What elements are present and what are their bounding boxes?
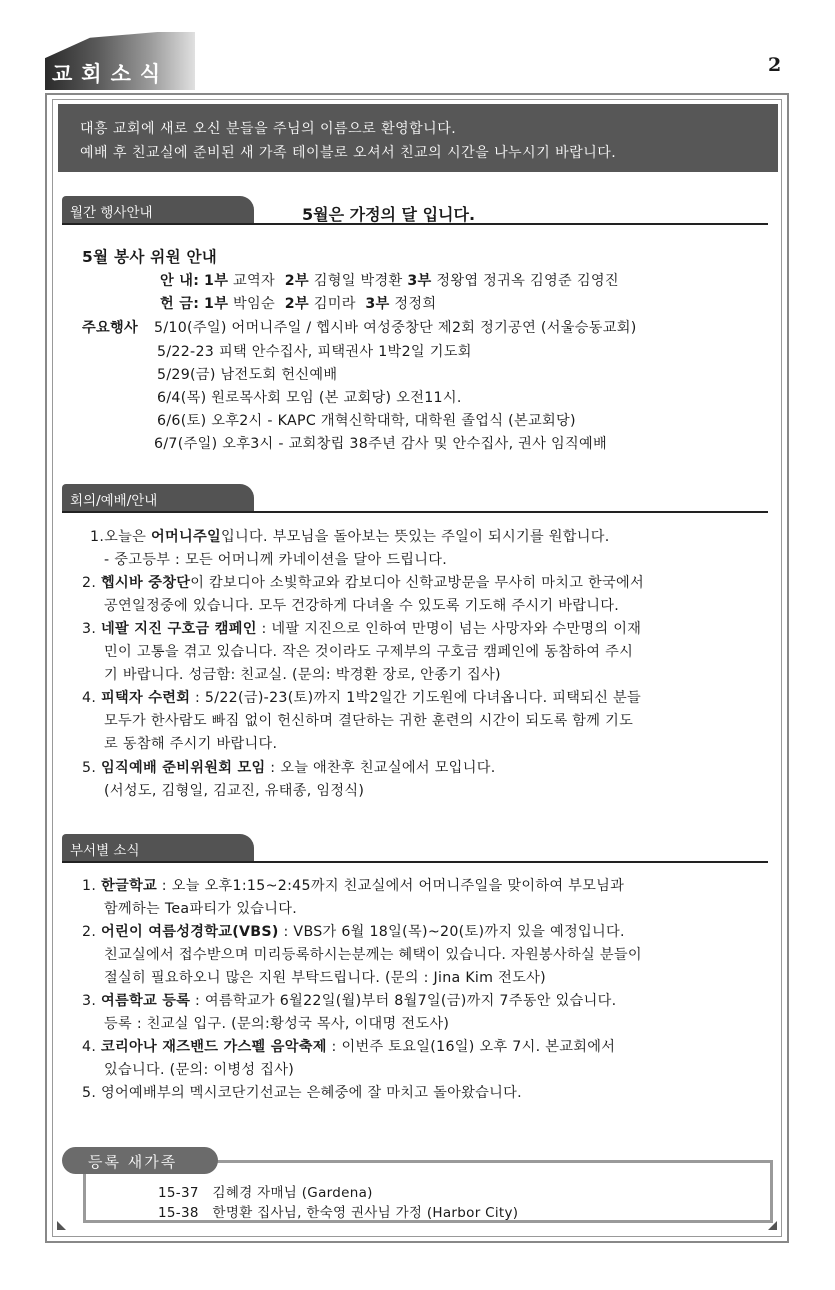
dept-item-2 bbox=[82, 921, 625, 941]
usher-p3-label: 3부 bbox=[407, 273, 432, 289]
dept-item-3-line-2: 등록 : 친교실 입구. (문의:황성국 목사, 이대명 전도사) bbox=[104, 1016, 450, 1032]
item-bold: 여름학교 등록 bbox=[100, 993, 191, 1009]
dept-item-2-line-2: 친교실에서 접수받으며 미리등록하시는분께는 혜택이 있습니다. 자원봉사하실 분들이 bbox=[104, 947, 642, 963]
usher-p2-label: 2부 bbox=[284, 273, 309, 289]
meeting-tab: 회의/예배/안내 bbox=[62, 484, 254, 511]
registration-entry bbox=[158, 1181, 373, 1201]
usher-label: 안 내: bbox=[160, 273, 200, 289]
notice-item-4 bbox=[82, 687, 641, 707]
notice-item-3-line-3: 기 바랍니다. 성금함: 친교실. (문의: 박경환 장로, 안종기 집사) bbox=[104, 667, 501, 683]
offering-p2: 김미라 bbox=[313, 296, 356, 312]
notice-item-4-line-3: 로 동참해 주시기 바랍니다. bbox=[104, 736, 278, 752]
item-text: 오늘은 bbox=[104, 529, 151, 545]
item-number: 5. bbox=[82, 1085, 97, 1101]
usher-row bbox=[160, 270, 619, 290]
dept-item-4 bbox=[82, 1036, 615, 1056]
item-number: 3. bbox=[82, 621, 97, 637]
item-number: 5. bbox=[82, 760, 97, 776]
item-bold: 어린이 여름성경학교(VBS) bbox=[100, 924, 279, 940]
item-number: 2. bbox=[82, 924, 97, 940]
item-text: : 5/22(금)-23(토)까지 1박2일간 기도원에 다녀옵니다. 피택되신 분들 bbox=[190, 690, 642, 706]
entry-text: 한명환 집사님, 한숙영 권사님 가정 (Harbor City) bbox=[212, 1205, 519, 1221]
section-rule bbox=[62, 861, 768, 863]
event-item: 5/29(금) 남전도회 헌신예배 bbox=[157, 367, 338, 383]
welcome-box bbox=[58, 104, 778, 172]
offering-label: 헌 금: bbox=[160, 296, 200, 312]
events-label: 주요행사 bbox=[82, 320, 139, 336]
offering-p1: 박임순 bbox=[233, 296, 276, 312]
notice-item-4-line-2: 모두가 한사람도 빠짐 없이 헌신하며 결단하는 귀한 훈련의 시간이 되도록 함께 기도 bbox=[104, 713, 634, 729]
item-text: 영어예배부의 멕시코단기선교는 은혜중에 잘 마치고 돌아왔습니다. bbox=[100, 1085, 522, 1101]
item-text: : 이번주 토요일(16일) 오후 7시. 본교회에서 bbox=[326, 1039, 616, 1055]
welcome-line-2: 예배 후 친교실에 준비된 새 가족 테이블로 오셔서 친교의 시간을 나누시기 바랍니다. bbox=[80, 145, 617, 161]
offering-p3: 정정희 bbox=[394, 296, 437, 312]
department-news-tab: 부서별 소식 bbox=[62, 834, 254, 861]
item-bold: 코리아나 재즈밴드 가스펠 음악축제 bbox=[100, 1039, 327, 1055]
offering-row bbox=[160, 293, 436, 313]
offering-p3-label: 3부 bbox=[365, 296, 390, 312]
usher-p1-label: 1부 bbox=[204, 273, 229, 289]
item-number: 4. bbox=[82, 690, 97, 706]
notice-item-5 bbox=[82, 757, 496, 777]
notice-item-3-line-2: 민이 고통을 겪고 있습니다. 작은 것이라도 구제부의 구호금 캠페인에 동참하여 주시 bbox=[104, 644, 634, 660]
item-text: : 네팔 지진으로 인하여 만명이 넘는 사망자와 수만명의 이재 bbox=[256, 621, 642, 637]
dept-item-5 bbox=[82, 1082, 522, 1102]
corner-ornament bbox=[57, 1221, 66, 1230]
dept-item-1-line-2: 함께하는 Tea파티가 있습니다. bbox=[104, 901, 298, 917]
welcome-line-1: 대흥 교회에 새로 오신 분들을 주님의 이름으로 환영합니다. bbox=[80, 121, 457, 137]
notice-item-2-line-2: 공연일정중에 있습니다. 모두 건강하게 다녀올 수 있도록 기도해 주시기 바랍니다. bbox=[104, 598, 620, 614]
registration-entry bbox=[158, 1201, 518, 1221]
section-rule bbox=[62, 511, 768, 513]
item-number: 1. bbox=[90, 529, 105, 545]
offering-p2-label: 2부 bbox=[284, 296, 309, 312]
item-number: 4. bbox=[82, 1039, 97, 1055]
notice-item-1-sub: - 중고등부 : 모든 어머니께 카네이션을 달아 드립니다. bbox=[104, 552, 448, 568]
item-text: : VBS가 6월 18일(목)~20(토)까지 있을 예정입니다. bbox=[278, 924, 625, 940]
item-bold: 어머니주일 bbox=[150, 529, 221, 545]
month-title: 5월은 가정의 달 입니다. bbox=[302, 205, 476, 224]
item-bold: 피택자 수련회 bbox=[100, 690, 191, 706]
item-text: 입니다. 부모님을 돌아보는 뜻있는 주일이 되시기를 원합니다. bbox=[221, 529, 610, 545]
section-title: 교회소식 bbox=[52, 61, 170, 86]
monthly-events-tab: 월간 행사안내 bbox=[62, 196, 254, 223]
item-number: 2. bbox=[82, 575, 97, 591]
dept-item-3 bbox=[82, 990, 616, 1010]
entry-number: 15-38 bbox=[158, 1205, 199, 1221]
usher-p2: 김형일 박경환 bbox=[313, 273, 403, 289]
entry-number: 15-37 bbox=[158, 1185, 199, 1201]
dept-item-2-line-3: 절실히 필요하오니 많은 지원 부탁드립니다. (문의 : Jina Kim 전도사) bbox=[104, 970, 546, 986]
item-bold: 한글학교 bbox=[100, 878, 157, 894]
item-text: : 여름학교가 6월22일(월)부터 8월7일(금)까지 7주동안 있습니다. bbox=[190, 993, 617, 1009]
notice-item-2 bbox=[82, 572, 644, 592]
dept-item-1 bbox=[82, 875, 624, 895]
item-bold: 헵시바 중창단 bbox=[100, 575, 191, 591]
event-item: 6/4(목) 원로목사회 모임 (본 교회당) 오전11시. bbox=[157, 390, 462, 406]
item-text: 이 캄보디아 소빛학교와 캄보디아 신학교방문을 무사히 마치고 한국에서 bbox=[190, 575, 645, 591]
dept-item-4-line-2: 있습니다. (문의: 이병성 집사) bbox=[104, 1062, 295, 1078]
volunteer-heading: 5월 봉사 위원 안내 bbox=[82, 248, 218, 266]
event-item: 6/7(주일) 오후3시 - 교회창립 38주년 감사 및 안수집사, 권사 임직예배 bbox=[154, 436, 608, 452]
usher-p1: 교역자 bbox=[233, 273, 276, 289]
item-text: : 오늘 애찬후 친교실에서 모입니다. bbox=[265, 760, 496, 776]
corner-ornament bbox=[768, 1221, 777, 1230]
event-item: 5/22-23 피택 안수집사, 피택권사 1박2일 기도회 bbox=[157, 344, 472, 360]
offering-p1-label: 1부 bbox=[204, 296, 229, 312]
usher-p3: 정왕엽 정귀옥 김영준 김영진 bbox=[436, 273, 619, 289]
notice-item-3 bbox=[82, 618, 641, 638]
registration-tab: 등록 새가족 bbox=[62, 1147, 218, 1174]
item-number: 3. bbox=[82, 993, 97, 1009]
item-number: 1. bbox=[82, 878, 97, 894]
notice-item-5-line-2: (서성도, 김형일, 김교진, 유태종, 임정식) bbox=[104, 783, 365, 799]
event-item: 6/6(토) 오후2시 - KAPC 개혁신학대학, 대학원 졸업식 (본교회당) bbox=[157, 413, 576, 429]
item-bold: 임직예배 준비위원회 모임 bbox=[100, 760, 266, 776]
page-number: 2 bbox=[768, 54, 782, 76]
entry-text: 김혜경 자매님 (Gardena) bbox=[212, 1185, 373, 1201]
item-text: : 오늘 오후1:15~2:45까지 친교실에서 어머니주일을 맞이하여 부모님과 bbox=[156, 878, 625, 894]
event-item: 5/10(주일) 어머니주일 / 헵시바 여성중창단 제2회 정기공연 (서울승동교회) bbox=[154, 320, 637, 336]
item-bold: 네팔 지진 구호금 캠페인 bbox=[100, 621, 257, 637]
notice-item-1 bbox=[90, 526, 610, 546]
